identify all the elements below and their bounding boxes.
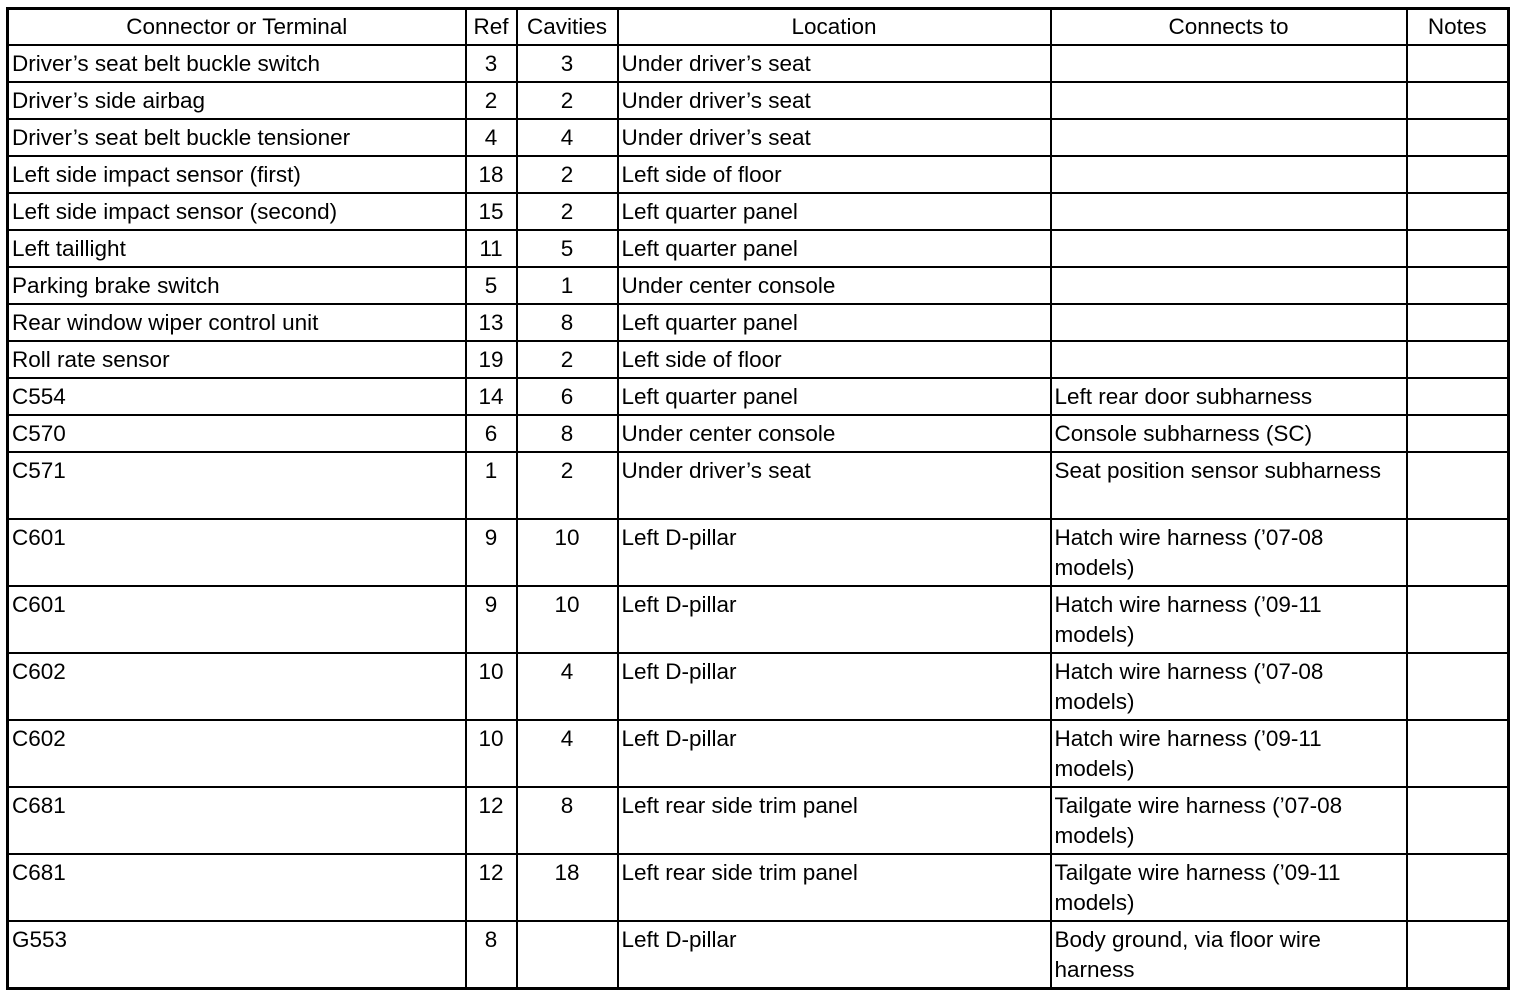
cell-connector: Rear window wiper control unit	[8, 304, 466, 341]
cell-connector: Roll rate sensor	[8, 341, 466, 378]
table-row	[8, 82, 1509, 119]
cell-notes	[1407, 267, 1509, 304]
cell-cavities: 8	[517, 415, 618, 452]
cell-connects-to	[1051, 230, 1407, 267]
cell-location: Left D-pillar	[618, 653, 1051, 720]
cell-connector: G553	[8, 921, 466, 988]
table-row	[8, 193, 1509, 230]
cell-cavities: 4	[517, 119, 618, 156]
cell-notes	[1407, 787, 1509, 854]
cell-connects-to: Body ground, via floor wire harness	[1051, 921, 1407, 988]
cell-ref: 6	[466, 415, 517, 452]
table-row	[8, 304, 1509, 341]
cell-ref: 10	[466, 653, 517, 720]
cell-connector: C681	[8, 854, 466, 921]
cell-notes	[1407, 653, 1509, 720]
cell-connects-to	[1051, 341, 1407, 378]
cell-location: Under center console	[618, 267, 1051, 304]
table-row	[8, 378, 1509, 415]
table-row	[8, 921, 1509, 988]
cell-notes	[1407, 341, 1509, 378]
cell-notes	[1407, 854, 1509, 921]
cell-connects-to	[1051, 45, 1407, 82]
cell-cavities: 10	[517, 586, 618, 653]
cell-connects-to	[1051, 82, 1407, 119]
cell-connects-to: Seat position sensor subharness	[1051, 452, 1407, 519]
cell-connects-to: Hatch wire harness (’09-11 models)	[1051, 720, 1407, 787]
cell-cavities: 18	[517, 854, 618, 921]
cell-location: Left quarter panel	[618, 230, 1051, 267]
cell-notes	[1407, 119, 1509, 156]
cell-notes	[1407, 304, 1509, 341]
cell-ref: 11	[466, 230, 517, 267]
table-row	[8, 720, 1509, 787]
cell-cavities: 2	[517, 82, 618, 119]
cell-notes	[1407, 230, 1509, 267]
table-row	[8, 267, 1509, 304]
cell-connector: C601	[8, 586, 466, 653]
cell-cavities: 2	[517, 452, 618, 519]
table-row	[8, 519, 1509, 586]
cell-ref: 3	[466, 45, 517, 82]
table-row	[8, 45, 1509, 82]
cell-connects-to: Tailgate wire harness (’09-11 models)	[1051, 854, 1407, 921]
cell-ref: 13	[466, 304, 517, 341]
cell-location: Left rear side trim panel	[618, 854, 1051, 921]
header-location: Location	[618, 9, 1051, 46]
cell-connector: C571	[8, 452, 466, 519]
cell-notes	[1407, 415, 1509, 452]
cell-ref: 2	[466, 82, 517, 119]
cell-connector: Driver’s side airbag	[8, 82, 466, 119]
cell-notes	[1407, 452, 1509, 519]
cell-connector: Left side impact sensor (second)	[8, 193, 466, 230]
cell-connector: Left taillight	[8, 230, 466, 267]
cell-cavities: 8	[517, 787, 618, 854]
cell-connector: Driver’s seat belt buckle switch	[8, 45, 466, 82]
cell-location: Under center console	[618, 415, 1051, 452]
cell-location: Under driver’s seat	[618, 45, 1051, 82]
cell-connector: C601	[8, 519, 466, 586]
table-row	[8, 156, 1509, 193]
cell-connects-to: Hatch wire harness (’09-11 models)	[1051, 586, 1407, 653]
cell-location: Left D-pillar	[618, 586, 1051, 653]
cell-notes	[1407, 519, 1509, 586]
table-row	[8, 452, 1509, 519]
cell-connects-to	[1051, 119, 1407, 156]
cell-ref: 4	[466, 119, 517, 156]
cell-connector: C570	[8, 415, 466, 452]
cell-connector: C602	[8, 653, 466, 720]
cell-connects-to: Tailgate wire harness (’07-08 models)	[1051, 787, 1407, 854]
cell-connects-to: Console subharness (SC)	[1051, 415, 1407, 452]
header-connector: Connector or Terminal	[8, 9, 466, 46]
cell-ref: 18	[466, 156, 517, 193]
cell-connector: Left side impact sensor (first)	[8, 156, 466, 193]
table-row	[8, 787, 1509, 854]
cell-cavities: 1	[517, 267, 618, 304]
cell-notes	[1407, 921, 1509, 988]
cell-notes	[1407, 378, 1509, 415]
cell-ref: 15	[466, 193, 517, 230]
cell-cavities: 3	[517, 45, 618, 82]
cell-notes	[1407, 586, 1509, 653]
table-row	[8, 415, 1509, 452]
cell-connects-to	[1051, 267, 1407, 304]
cell-notes	[1407, 45, 1509, 82]
header-notes: Notes	[1407, 9, 1509, 46]
cell-cavities: 4	[517, 653, 618, 720]
connector-table	[6, 7, 1510, 990]
cell-location: Left D-pillar	[618, 519, 1051, 586]
cell-location: Left D-pillar	[618, 720, 1051, 787]
cell-ref: 5	[466, 267, 517, 304]
header-connects-to: Connects to	[1051, 9, 1407, 46]
cell-notes	[1407, 193, 1509, 230]
cell-ref: 14	[466, 378, 517, 415]
cell-connector: C681	[8, 787, 466, 854]
cell-ref: 12	[466, 854, 517, 921]
cell-connects-to: Hatch wire harness (’07-08 models)	[1051, 653, 1407, 720]
cell-location: Under driver’s seat	[618, 119, 1051, 156]
table-row	[8, 653, 1509, 720]
header-ref: Ref	[466, 9, 517, 46]
cell-ref: 9	[466, 519, 517, 586]
table-header-row	[8, 9, 1509, 46]
cell-cavities: 2	[517, 341, 618, 378]
cell-ref: 8	[466, 921, 517, 988]
cell-connector: Driver’s seat belt buckle tensioner	[8, 119, 466, 156]
table-row	[8, 341, 1509, 378]
cell-ref: 1	[466, 452, 517, 519]
cell-location: Under driver’s seat	[618, 82, 1051, 119]
cell-connects-to	[1051, 156, 1407, 193]
cell-location: Left rear side trim panel	[618, 787, 1051, 854]
header-cavities: Cavities	[517, 9, 618, 46]
cell-connector: Parking brake switch	[8, 267, 466, 304]
cell-location: Left quarter panel	[618, 378, 1051, 415]
cell-cavities: 5	[517, 230, 618, 267]
cell-location: Left quarter panel	[618, 304, 1051, 341]
table-row	[8, 230, 1509, 267]
cell-cavities: 4	[517, 720, 618, 787]
cell-cavities: 8	[517, 304, 618, 341]
cell-connects-to: Hatch wire harness (’07-08 models)	[1051, 519, 1407, 586]
cell-connector: C602	[8, 720, 466, 787]
cell-ref: 12	[466, 787, 517, 854]
table-row	[8, 586, 1509, 653]
cell-notes	[1407, 156, 1509, 193]
cell-location: Left quarter panel	[618, 193, 1051, 230]
cell-ref: 10	[466, 720, 517, 787]
cell-cavities: 10	[517, 519, 618, 586]
cell-location: Under driver’s seat	[618, 452, 1051, 519]
cell-notes	[1407, 82, 1509, 119]
table-row	[8, 119, 1509, 156]
cell-cavities: 2	[517, 156, 618, 193]
cell-connects-to	[1051, 193, 1407, 230]
cell-connector: C554	[8, 378, 466, 415]
cell-location: Left side of floor	[618, 156, 1051, 193]
cell-connects-to: Left rear door subharness	[1051, 378, 1407, 415]
cell-cavities: 2	[517, 193, 618, 230]
cell-cavities: 6	[517, 378, 618, 415]
table-row	[8, 854, 1509, 921]
cell-connects-to	[1051, 304, 1407, 341]
cell-location: Left side of floor	[618, 341, 1051, 378]
cell-ref: 9	[466, 586, 517, 653]
cell-ref: 19	[466, 341, 517, 378]
cell-location: Left D-pillar	[618, 921, 1051, 988]
cell-notes	[1407, 720, 1509, 787]
cell-cavities	[517, 921, 618, 988]
